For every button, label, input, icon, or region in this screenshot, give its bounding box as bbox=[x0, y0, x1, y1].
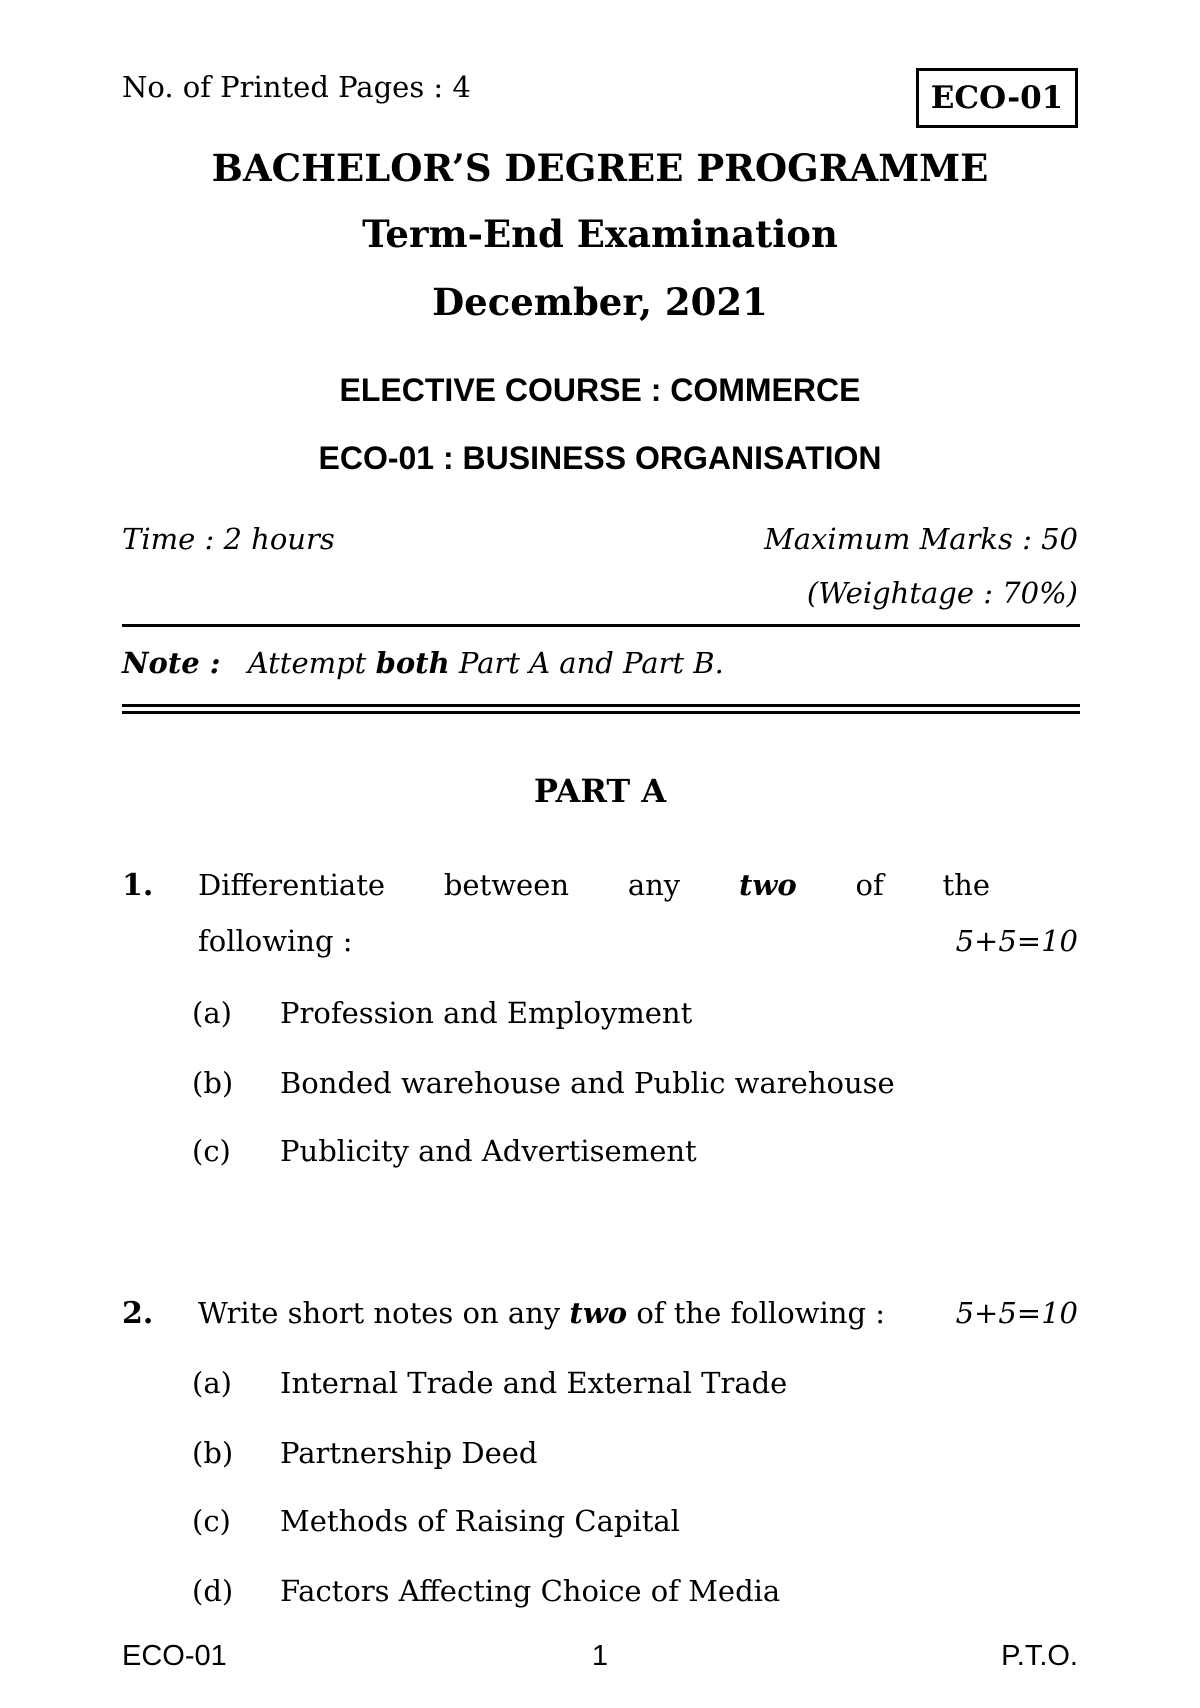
question-1-marks: 5+5=10 bbox=[955, 924, 1078, 958]
q1-word: between bbox=[443, 868, 570, 902]
question-1-option-text: Bonded warehouse and Public warehouse bbox=[280, 1066, 895, 1100]
question-2-option-text: Factors Affecting Choice of Media bbox=[280, 1574, 781, 1608]
q1-word: of bbox=[855, 868, 884, 902]
q2-text-before: Write short notes on any bbox=[198, 1296, 561, 1330]
question-1-option-letter: (b) bbox=[192, 1066, 234, 1100]
question-2-option-letter: (b) bbox=[192, 1436, 234, 1470]
exam-date: December, 2021 bbox=[432, 280, 768, 324]
question-2-option-text: Partnership Deed bbox=[280, 1436, 538, 1470]
divider-top bbox=[122, 624, 1080, 627]
question-1-option-letter: (c) bbox=[192, 1134, 231, 1168]
q2-text-after: of the following : bbox=[636, 1296, 885, 1330]
course-title: ELECTIVE COURSE : COMMERCE bbox=[339, 372, 861, 408]
q1-word-emphasis: two bbox=[739, 868, 797, 902]
question-1-text-line-1 bbox=[198, 868, 990, 902]
divider-double-lower bbox=[122, 711, 1080, 714]
part-a-heading: PART A bbox=[533, 772, 667, 810]
question-2-option-letter: (a) bbox=[192, 1366, 232, 1400]
q1-word: the bbox=[942, 868, 990, 902]
footer-page-number: 1 bbox=[591, 1640, 609, 1672]
note-text-after: Part A and Part B. bbox=[458, 646, 724, 680]
maximum-marks: Maximum Marks : 50 bbox=[764, 522, 1078, 556]
note-text-bold: both bbox=[375, 646, 450, 680]
paper-code-box: ECO-01 bbox=[916, 68, 1078, 128]
question-1-option-letter: (a) bbox=[192, 996, 232, 1030]
exam-time: Time : 2 hours bbox=[122, 522, 335, 556]
question-1-option-text: Publicity and Advertisement bbox=[280, 1134, 697, 1168]
q1-word: Differentiate bbox=[198, 868, 386, 902]
weightage: (Weightage : 70%) bbox=[806, 576, 1078, 610]
printed-pages-count: No. of Printed Pages : 4 bbox=[122, 70, 471, 104]
note-label: Note : bbox=[122, 646, 221, 680]
footer-pto: P.T.O. bbox=[1001, 1640, 1078, 1672]
divider-double-upper bbox=[122, 704, 1080, 707]
question-1-number: 1. bbox=[122, 868, 154, 903]
question-1-option-text: Profession and Employment bbox=[280, 996, 693, 1030]
instructions-note bbox=[122, 646, 724, 680]
paper-title: ECO-01 : BUSINESS ORGANISATION bbox=[318, 440, 882, 476]
question-1-text-line-2: following : bbox=[198, 924, 353, 958]
question-2-number: 2. bbox=[122, 1296, 154, 1331]
note-text-before: Attempt bbox=[247, 646, 367, 680]
q2-text-emphasis: two bbox=[569, 1296, 628, 1330]
question-2-option-text: Methods of Raising Capital bbox=[280, 1504, 680, 1538]
footer-paper-code: ECO-01 bbox=[122, 1640, 227, 1672]
question-2-marks: 5+5=10 bbox=[955, 1296, 1078, 1330]
programme-title: BACHELOR’S DEGREE PROGRAMME bbox=[211, 146, 989, 190]
question-2-text bbox=[198, 1296, 885, 1330]
question-2-option-letter: (d) bbox=[192, 1574, 234, 1608]
question-2-option-letter: (c) bbox=[192, 1504, 231, 1538]
exam-title: Term-End Examination bbox=[362, 212, 838, 256]
question-2-option-text: Internal Trade and External Trade bbox=[280, 1366, 788, 1400]
q1-word: any bbox=[627, 868, 681, 902]
